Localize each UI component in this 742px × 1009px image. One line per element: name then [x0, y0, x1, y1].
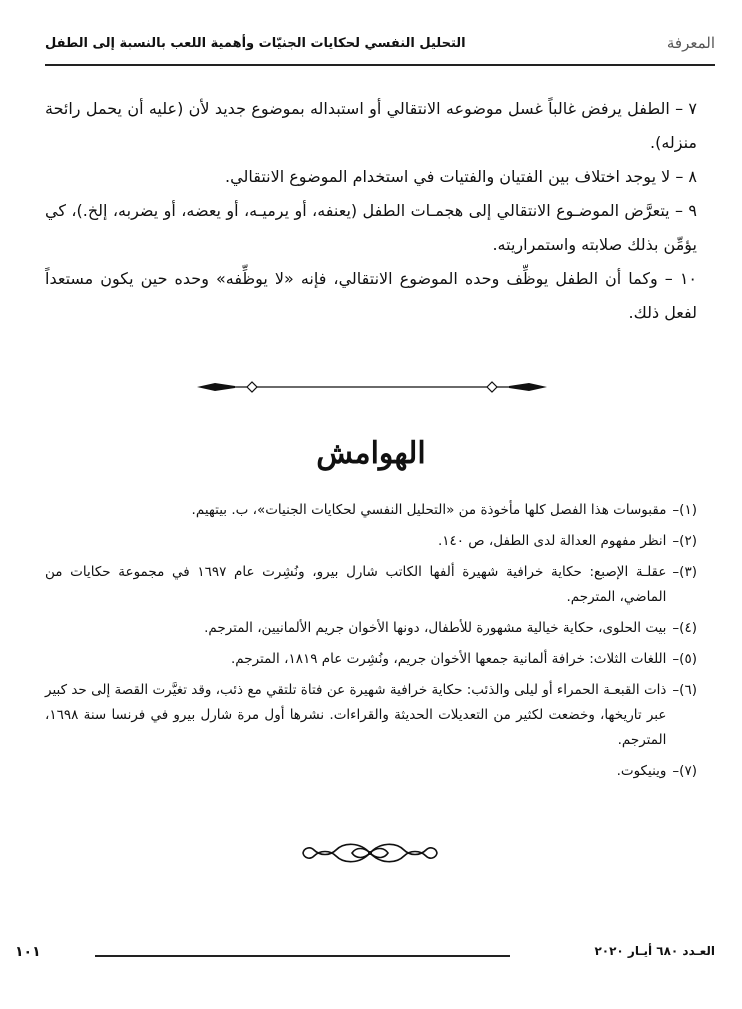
paragraph-9: ٩ – يتعرَّض الموضـوع الانتقالي إلى هجمـات الطفل (يعنفه، أو يرميـه، أو يعضه، أو يضربه، إلخ.)، كي يؤمِّن بذلك صلابته واستمراريته.	[45, 201, 697, 254]
footnote-text: انظر مفهوم العدالة لدى الطفل، ص ١٤٠.	[437, 533, 667, 549]
notes-heading: الهوامش	[316, 436, 426, 471]
paragraph-7: ٧ – الطفل يرفض غالباً غسل موضوعه الانتقالي أو استبداله بموضوع جديد لأن (عليه أن يحمل رائحة منزله).	[45, 99, 697, 152]
running-title: التحليل النفسي لحكايات الجنيّات وأهمية اللعب بالنسبة إلى الطفل	[45, 36, 466, 51]
footnote	[45, 647, 697, 672]
issue-info: العـدد ٦٨٠ أيـار ٢٠٢٠	[594, 944, 715, 958]
footnote-text: اللغات الثلاث: خرافة ألمانية جمعها الأخوان جريم، ونُشِرت عام ١٨١٩، المترجم.	[230, 651, 667, 667]
footer-rule	[95, 955, 510, 957]
footnote-number: (٥)–	[672, 651, 697, 667]
journal-logo: المعرفة	[666, 34, 715, 52]
footnote	[45, 616, 697, 641]
footnote-text: عقلـة الإصبع: حكاية خرافية شهيرة ألفها الكاتب شارل بيرو، ونُشِرت عام ١٦٩٧ في مجموعة حكايات من الماضي، المترجم.	[45, 564, 667, 605]
footnotes	[45, 498, 697, 790]
page-footer	[15, 940, 715, 970]
paragraph-10: ١٠ – وكما أن الطفل يوظِّف وحده الموضوع الانتقالي، فإنه «لا يوظِّفه» وحده حين يكون مستعداً لفعل ذلك.	[45, 269, 697, 322]
divider-ornament	[195, 377, 549, 397]
footnote-text: وينيكوت.	[616, 763, 667, 779]
end-ornament	[300, 836, 440, 870]
header-rule	[45, 64, 715, 66]
footnote	[45, 560, 697, 610]
footnote-text: ذات القبعـة الحمراء أو ليلى والذئب: حكاية خرافية شهيرة عن فتاة تلتقي مع ذئب، وقد تغيَّرت القصة إلى حد كبير عبر تاريخها، وخضعت لكثير من التعديلات الحديثة والقراءات. نشرها أول مرة شارل بيرو في فرنسا سنة ١٦٩٨، المترجم.	[45, 682, 667, 748]
body-text	[45, 92, 697, 330]
footnote-number: (٣)–	[672, 564, 697, 580]
footnote-number: (٧)–	[672, 763, 697, 779]
footnote	[45, 498, 697, 523]
footnote-number: (٦)–	[672, 682, 697, 698]
footnote-number: (١)–	[672, 502, 697, 518]
footnote	[45, 529, 697, 554]
page-header	[45, 30, 715, 66]
footnote	[45, 759, 697, 784]
footnote-number: (٤)–	[672, 620, 697, 636]
page-number: ١٠١	[15, 944, 41, 960]
paragraph-8: ٨ – لا يوجد اختلاف بين الفتيان والفتيات في استخدام الموضوع الانتقالي.	[225, 167, 697, 186]
footnote-text: مقبوسات هذا الفصل كلها مأخوذة من «التحليل النفسي لحكايات الجنيات»، ب. بيتهيم.	[191, 502, 667, 518]
footnote-text: بيت الحلوى، حكاية خيالية مشهورة للأطفال، دونها الأخوان جريم الألمانيين، المترجم.	[204, 620, 667, 636]
footnote	[45, 678, 697, 753]
footnote-number: (٢)–	[672, 533, 697, 549]
